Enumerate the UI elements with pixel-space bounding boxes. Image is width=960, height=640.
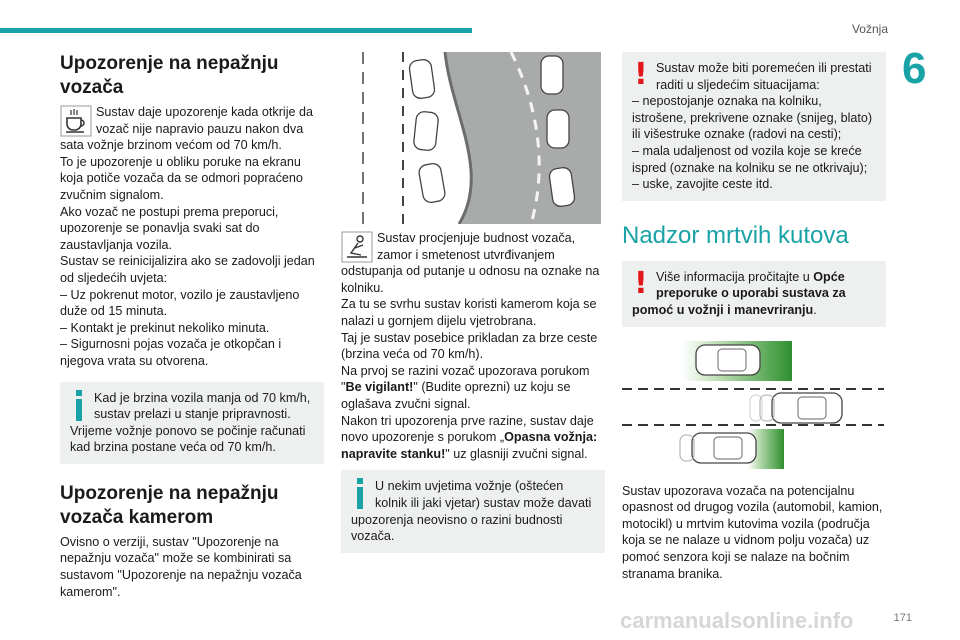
text-info-conditions: U nekim uvjetima vožnje (oštećen kolnik ili jaki vjetar) sustav može davati upozorenja neovisno o razini budnosti vozača.	[351, 479, 592, 544]
paragraph-camera-detail	[341, 230, 605, 462]
section-title-camera: Upozorenje na nepažnju vozača kamerom	[60, 482, 279, 528]
text-driver-attention: Sustav daje upozorenje kada otkrije da vozač nije napravio pauzu nakon dva sata vožnje brzinom većom od 70 km/h. To je upozorenje u obliku poruke na ekranu koja potiče vozača da se odmori popraćeno zvučnim signalom. Ako vozač ne postupi prema preporuci, upozorenje se ponavlja svaki sat do zaustavljanja vozila. Sustav se reinicijalizira ako se zadovolji jedan od sljedećih uvjeta: – Uz pokrenut motor, vozilo je zaustavljeno duže od 15 minuta. – Kontakt je prekinut nekoliko minuta. – Sigurnosni pojas vozača je otkopčan i njegova vrata su otvorena.	[60, 105, 315, 368]
car-top-lane	[696, 345, 760, 375]
chapter-number: 6	[902, 44, 927, 93]
warning-icon: !	[634, 57, 648, 92]
page-number: 171	[893, 612, 912, 624]
text-blind-spot: Sustav upozorava vozača na potencijalnu opasnost od drugog vozila (automobil, kamion, motocikl) u mrtvim kutovima vozila (područja koja se ne nalaze u vidnom polju vozača) uz pomoć senzora koji se nalaze na bočnim stranama branika.	[622, 483, 883, 581]
info-note-standby	[60, 382, 324, 464]
info-icon	[351, 478, 369, 508]
coffee-cup-icon	[60, 105, 92, 137]
column-3	[622, 52, 886, 582]
column-1	[60, 52, 324, 600]
warning-note-more-info	[622, 261, 886, 327]
header-accent-bar	[0, 28, 472, 33]
section-title-driver-attention: Upozorenje na nepažnju vozača	[60, 53, 279, 98]
warning-note-disturbance	[622, 52, 886, 201]
text-warning-more-info: Više informacija pročitajte u Opće preporuke o uporabi sustava za pomoć u vožnji i manevriranju.	[632, 269, 846, 317]
car-center-lane	[750, 393, 842, 423]
text-camera-detail: Sustav procjenjuje budnost vozača, zamor i smetenost utvrđivanjem odstupanja od putanje u odnosu na oznake na kolniku. Za tu se svrhu sustav koristi kamerom koja se nalazi u gornjem dijelu vjetrobrana. Taj je sustav posebice prikladan za brze ceste (brzina veća od 70 km/h). Na prvoj se razini vozač upozorava porukom "Be vigilant!" (Budite oprezni) uz koju se oglašava zvučni signal. Nakon tri upozorenja prve razine, sustav daje novo upozorenje s porukom „Opasna vožnja: napravite stanku!" uz glasniji zvučni signal.	[341, 231, 600, 461]
text-info-standby: Kad je brzina vozila manja od 70 km/h, sustav prelazi u stanje pripravnosti. Vrijeme vožnje ponovo se počinje računati kad brzina postane veća od 70 km/h.	[70, 390, 311, 455]
car-bottom-lane	[680, 433, 756, 463]
info-note-conditions	[341, 470, 605, 552]
section-label: Vožnja	[851, 22, 888, 36]
blind-spot-illustration	[622, 337, 884, 473]
lane-departure-illustration	[341, 52, 601, 224]
paragraph-driver-attention	[60, 104, 324, 370]
info-icon	[70, 390, 88, 420]
section-title-blind-spot: Nadzor mrtvih kutova	[622, 221, 849, 249]
column-2	[341, 52, 605, 553]
warning-icon: !	[634, 265, 648, 301]
text-camera-intro: Ovisno o verziji, sustav "Upozorenje na nepažnju vozača" može se kombinirati sa sustavom "Upozorenje na nepažnju vozača kamerom".	[60, 534, 302, 599]
driver-camera-icon	[341, 231, 373, 263]
watermark: carmanualsonline.info	[620, 608, 854, 633]
text-warning-disturbance: Sustav može biti poremećen ili prestati raditi u sljedećim situacijama: – nepostojanje oznaka na kolniku, istrošene, prekrivene oznake (snijeg, blato) ili višestruke oznake (radovi na cesti); – mala udaljenost od vozila koje se kreće ispred (oznake na kolniku se ne otkrivaju); – uske, zavojite ceste itd.	[632, 61, 873, 192]
